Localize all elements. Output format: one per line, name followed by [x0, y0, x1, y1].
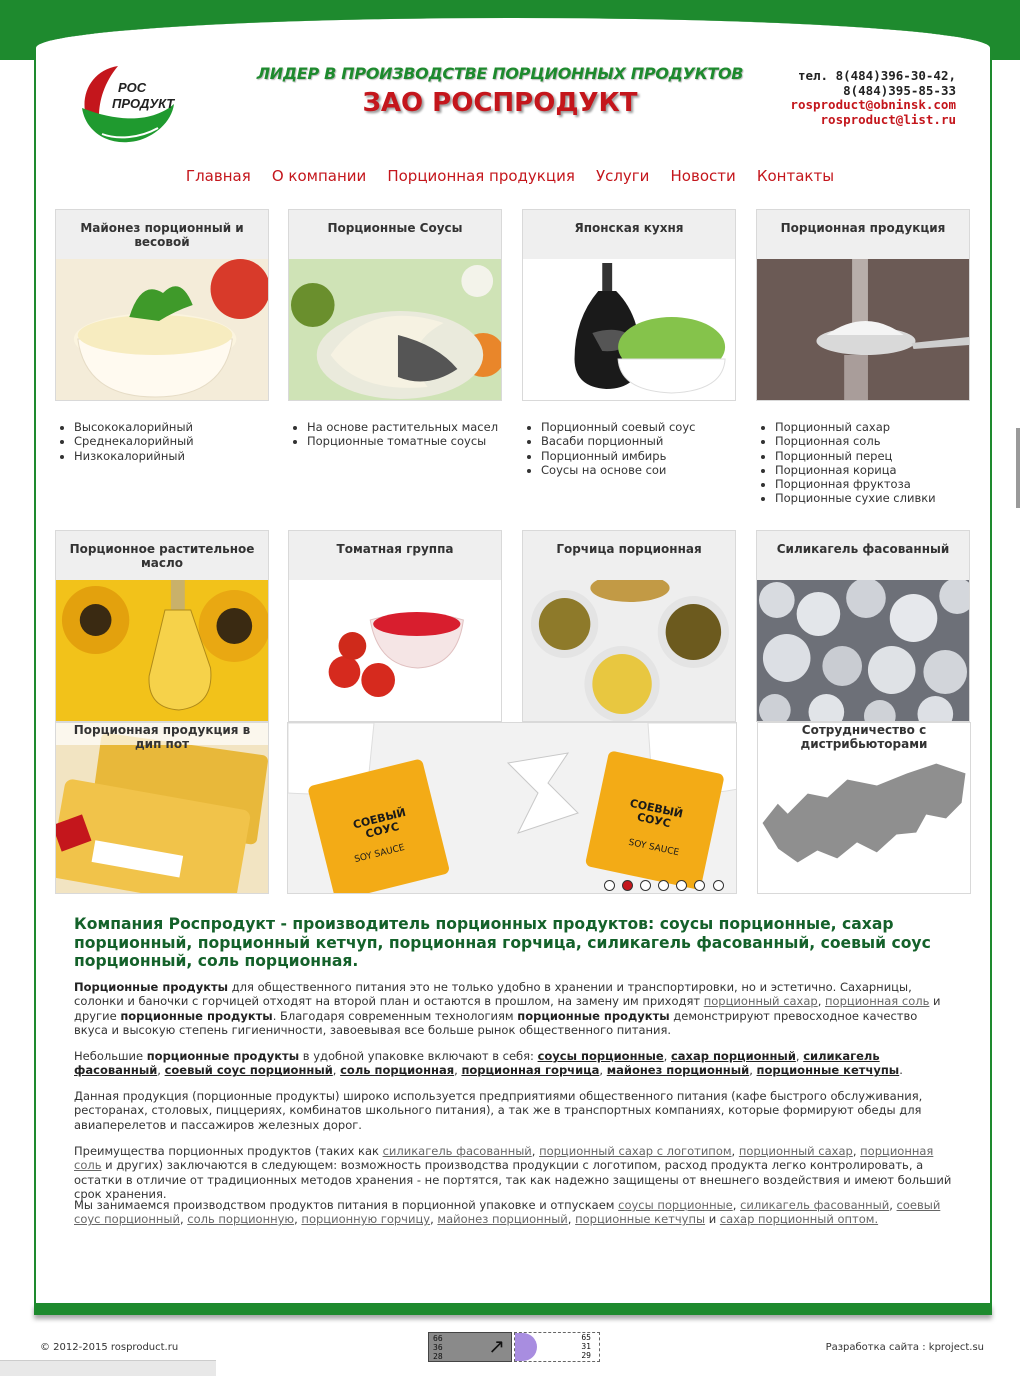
link-portion-sugar[interactable]: порционный сахар	[703, 994, 818, 1009]
card-japanese[interactable]	[522, 209, 736, 401]
copyright: © 2012-2015 rosproduct.ru	[40, 1342, 179, 1353]
visit-counter-1[interactable]	[428, 1332, 512, 1362]
card-tomato[interactable]	[288, 530, 502, 722]
text: демонстрируют превосходное качество вкуса и высокую степень гигиеничности, завоевывая все больше рынок общественного питания.	[74, 1008, 918, 1037]
logo[interactable]	[78, 60, 178, 146]
bottom-widget-tab[interactable]	[0, 1360, 216, 1376]
text: Небольшие	[74, 1049, 147, 1063]
link-sugar-wholesale[interactable]: сахар порционный оптом.	[719, 1212, 879, 1227]
list-item: • Высококалорийный	[74, 420, 269, 434]
developer-credit[interactable]: Разработка сайта : kproject.su	[825, 1342, 984, 1353]
bottom-band	[34, 1303, 992, 1315]
card-title: Японская кухня	[523, 210, 735, 259]
slide-pack-label-2: СОЕВЫЙ СОУС	[628, 796, 685, 831]
wholesale-paragraph: Мы занимаемся производством продуктов питания в порционной упаковке и отпускаем соусы порционные, силикагель фасованный, соевый соус порционный, соль порционную, порционную горчицу, майонез порционный, порционные кетчупы и сахар порционный оптом.	[74, 1198, 941, 1227]
slider-dot-7[interactable]	[713, 880, 724, 891]
link-mayonnaise[interactable]: майонез порционный	[437, 1212, 568, 1227]
text: и другие	[74, 994, 941, 1023]
list-item: • Порционный сахар	[775, 420, 970, 434]
link-salt[interactable]: соль порционную	[187, 1212, 295, 1227]
main-nav	[0, 166, 1020, 185]
link-soy-sauce[interactable]: соевый соус порционный	[164, 1063, 333, 1078]
card-mustard[interactable]	[522, 530, 736, 722]
oil-image	[56, 580, 268, 722]
card-title: Горчица порционная	[523, 531, 735, 580]
card-silica[interactable]	[756, 530, 970, 722]
link-salt[interactable]: порционная соль	[74, 1144, 934, 1173]
link-sauces[interactable]: соусы порционные	[618, 1198, 733, 1212]
counter-value: 29	[581, 1351, 591, 1360]
silica-image	[757, 580, 969, 722]
card-mayonnaise[interactable]	[55, 209, 269, 401]
email-link-2[interactable]: rosproduct@list.ru	[820, 111, 956, 127]
list-item: • Порционный перец	[775, 449, 970, 463]
bold-term: порционные продукты	[120, 1008, 273, 1023]
list-item: • Порционные томатные соусы	[307, 434, 508, 448]
products-paragraph: Небольшие порционные продукты в удобной упаковке включают в себя: соусы порционные, сахар порционный, силикагель фасованный, соевый соус порционный, соль порционная, порционная горчица, майонез порционный, порционные кетчупы.	[74, 1049, 903, 1078]
card-title: Силикагель фасованный	[757, 531, 969, 580]
phone-2: 8(484)395-85-33	[843, 82, 956, 98]
slide-pack-label-1: СОЕВЫЙ СОУС	[351, 805, 408, 841]
card-title: Порционная продукция	[757, 210, 969, 259]
list-mayonnaise	[55, 420, 269, 463]
japanese-image	[523, 259, 735, 401]
text: . Благодаря современным технологиям	[272, 1008, 518, 1023]
intro-paragraph	[74, 980, 954, 1037]
link-sauces[interactable]: соусы порционные	[537, 1049, 664, 1063]
counter-value: 31	[581, 1342, 591, 1351]
card-title: Порционные Соусы	[289, 210, 501, 259]
list-japanese	[522, 420, 736, 477]
page-heading: Компания Роспродукт - производитель порционных продуктов: соусы порционные, сахар порционный, порционный кетчуп, порционная горчица, силикагель фасованный, соевый соус порционный, соль порционная.	[74, 915, 931, 970]
list-portion-products	[756, 420, 970, 506]
usage-paragraph: Данная продукция (порционные продукты) широко используется предприятиями общественного питания (кафе быстрого обслуживания, ресторанах, столовых, пиццериях, комбинатов школьного питания), а так же в транспортных компаниях, которые формируют обеды для авиаперелетов и пассажиров железных дорог.	[74, 1089, 923, 1132]
list-item: • Васаби порционный	[541, 434, 736, 448]
link-mustard[interactable]: порционную горчицу	[301, 1212, 431, 1227]
brand-title: ЗАО РОСПРОДУКТ	[362, 88, 638, 118]
logo-text-top: РОС	[118, 80, 147, 95]
card-title: Порционная продукция в дип пот	[56, 723, 268, 745]
counter-value: 36	[433, 1343, 443, 1352]
nav-contacts[interactable]: Контакты	[756, 167, 835, 185]
card-title: Порционное растительное масло	[56, 531, 268, 580]
link-ketchup[interactable]: порционные кетчупы	[575, 1212, 706, 1227]
bold-term: Порционные продукты	[74, 980, 229, 994]
card-portion-products[interactable]	[756, 209, 970, 401]
link-silica[interactable]: силикагель фасованный	[740, 1198, 890, 1212]
link-ketchup[interactable]: порционные кетчупы	[756, 1063, 900, 1078]
nav-services[interactable]: Услуги	[595, 167, 650, 185]
text: и других) заключаются в следующем: возможность производства продукции с логотипом, расход продукта легко контролировать, а остатки в отличие от традиционных методов хранения - не портятся, так как надежно защищены от внешнего воздействия и имеют больший срок хранения.	[74, 1158, 952, 1201]
text: Преимущества порционных продуктов (таких как	[74, 1144, 383, 1158]
logo-text-bottom: ПРОДУКТ	[112, 96, 175, 111]
link-mayonnaise[interactable]: майонез порционный	[606, 1063, 750, 1078]
mayonnaise-image	[56, 259, 268, 401]
slide-pack-sub-2: SOY SAUCE	[627, 837, 680, 859]
link-silica[interactable]: силикагель фасованный	[382, 1144, 532, 1158]
card-distributors[interactable]	[757, 722, 971, 894]
nav-home[interactable]: Главная	[185, 167, 251, 185]
list-item: • Порционный соевый соус	[541, 420, 736, 434]
list-item: • Порционная фруктоза	[775, 477, 970, 491]
mustard-image	[523, 580, 735, 722]
arrow-icon: ↗	[488, 1334, 505, 1358]
text: Мы занимаемся производством продуктов питания в порционной упаковке и отпускаем	[74, 1198, 619, 1212]
nav-news[interactable]: Новости	[670, 167, 736, 185]
phone-1: тел. 8(484)396-30-42,	[797, 68, 956, 83]
sugar-spoon-image	[757, 259, 969, 401]
card-title: Майонез порционный и весовой	[56, 210, 268, 259]
nav-about[interactable]: О компании	[271, 167, 367, 185]
list-item: • Порционная корица	[775, 463, 970, 477]
bold-term: порционные продукты	[517, 1008, 670, 1023]
link-mustard[interactable]: порционная горчица	[461, 1063, 600, 1078]
slider-dot-1[interactable]	[604, 880, 615, 891]
link-soy-sauce[interactable]: соевый соус порционный	[74, 1198, 941, 1227]
link-sugar[interactable]: порционный сахар	[738, 1144, 853, 1158]
text: ,	[817, 994, 826, 1009]
stats-icon	[515, 1333, 537, 1361]
list-item: • Порционный имбирь	[541, 449, 736, 463]
advantages-paragraph: Преимущества порционных продуктов (таких как силикагель фасованный, порционный сахар с логотипом, порционный сахар, порционная соль и других) заключаются в следующем: возможность производства продукции с логотипом, расход продукта легко контролировать, а остатки в отличие от традиционных методов хранения - не портятся, так как надежно защищены от внешнего воздействия и имеют больший срок хранения.	[74, 1144, 952, 1201]
list-item: • На основе растительных масел	[307, 420, 508, 434]
slider-dots	[604, 876, 736, 888]
card-title: Томатная группа	[289, 531, 501, 580]
counter-value: 65	[581, 1333, 591, 1342]
card-dip-pot[interactable]	[55, 722, 269, 894]
slide-pack-sub-1: SOY SAUCE	[353, 842, 406, 866]
link-salt[interactable]: соль порционная	[340, 1063, 455, 1078]
slogan: ЛИДЕР В ПРОИЗВОДСТВЕ ПОРЦИОННЫХ ПРОДУКТОВ	[256, 64, 744, 83]
counter-value: 66	[433, 1334, 443, 1343]
nav-products[interactable]: Порционная продукция	[387, 167, 575, 185]
sauces-image	[289, 259, 501, 401]
counter-value: 28	[433, 1352, 443, 1361]
side-widget-tab[interactable]	[1016, 428, 1020, 508]
link-silica[interactable]: силикагель фасованный	[74, 1049, 880, 1078]
list-sauces	[288, 420, 508, 449]
card-oil[interactable]	[55, 530, 269, 722]
card-title: Сотрудничество с дистрибьюторами	[758, 723, 970, 745]
link-logo-sugar[interactable]: порционный сахар с логотипом	[539, 1144, 732, 1158]
list-item: • Соусы на основе сои	[541, 463, 736, 477]
list-item: • Порционная соль	[775, 434, 970, 448]
text: для общественного питания это не только удобно в хранении и транспортировки, но и эстетично. Сахарницы, солонки и баночки с горчицей отходят на второй план и остаются в прошлом, на замену им приходят	[74, 980, 912, 1009]
link-portion-salt[interactable]: порционная соль	[825, 994, 930, 1009]
tomato-image	[289, 580, 501, 722]
list-item: • Среднекалорийный	[74, 434, 269, 448]
bold-term: порционные продукты	[146, 1049, 300, 1063]
email-link-1[interactable]: rosproduct@obninsk.com	[790, 97, 956, 112]
text: в удобной упаковке включают в себя:	[299, 1049, 538, 1063]
visit-counter-2[interactable]	[514, 1332, 600, 1362]
link-sugar[interactable]: сахар порционный	[670, 1049, 796, 1063]
list-item: • Порционные сухие сливки	[775, 491, 970, 505]
list-item: • Низкокалорийный	[74, 449, 269, 463]
text: и	[705, 1212, 720, 1227]
card-sauces[interactable]	[288, 209, 502, 401]
promo-slider[interactable]	[287, 722, 737, 894]
contacts	[790, 69, 956, 127]
